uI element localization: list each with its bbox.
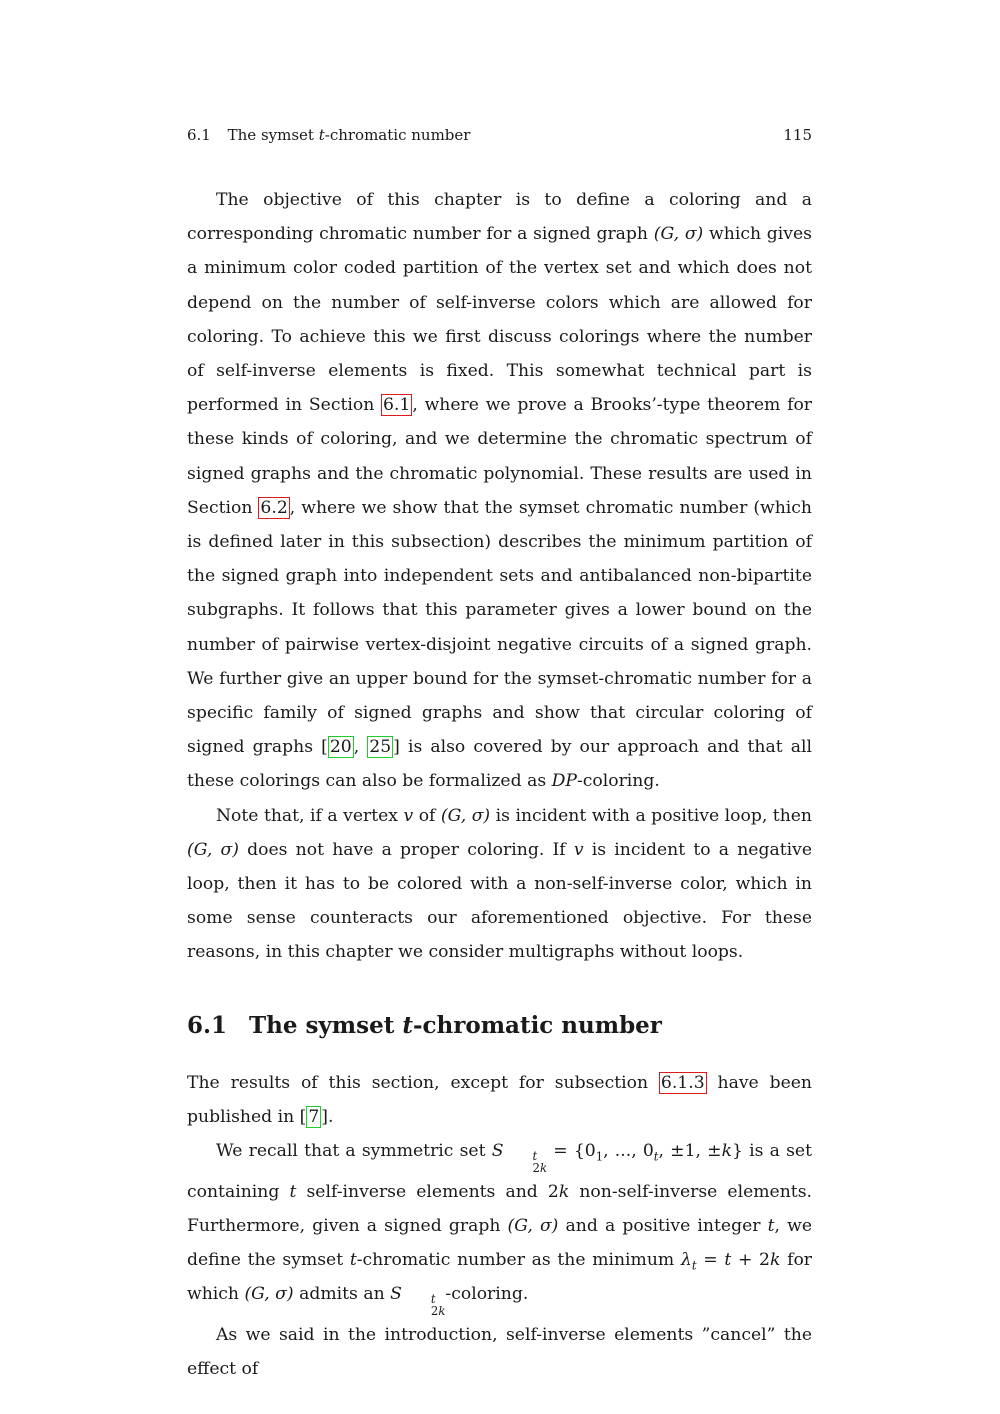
paragraph-symmetric-set: We recall that a symmetric set S t 2k = {$0_1$, ..., $0_t$, ±1, ±k} is a set containing t self-inverse elements and 2k non-self-inverse elements. Furthermore, given a signed graph (G, σ) and a positive integer t, we define the symset t-chromatic number as the minimum $\lambda_t = t + 2k$ for which (G, σ) admits an S t 2k -coloring. xyxy=(187,1141,813,1318)
page-body xyxy=(187,183,812,1386)
paragraph-intro: The objective of this chapter is to define a coloring and a corresponding chromatic number for a signed graph (G, σ) which gives a minimum color coded partition of the vertex set and which does not depend on the number of self-inverse colors which are allowed for coloring. To achieve this we first discuss colorings where the number of self-inverse elements is fixed. This somewhat technical part is performed in Section 6.1 , where we prove a Brooks’-type theorem for these kinds of coloring, and we determine the chromatic spectrum of signed graphs and the chromatic polynomial. These results are used in Section 6.2 , where we show that the symset chromatic number (which is defined later in this subsection) describes the minimum partition of the signed graph into independent sets and antibalanced non-bipartite subgraphs. It follows that this parameter gives a lower bound on the number of pairwise vertex-disjoint negative circuits of a signed graph. We further give an upper bound for the symset-chromatic number for a specific family of signed graphs and show that circular coloring of signed graphs [ 20 , 25 ] is also covered by our approach and that all these colorings can also be formalized as DP-coloring. xyxy=(187,190,813,792)
citation-20[interactable]: 20 xyxy=(329,737,352,758)
running-header xyxy=(187,126,812,144)
paragraph-loops: Note that, if a vertex v of (G, σ) is incident with a positive loop, then (G, σ) does not have a proper coloring. If v is incident to a negative loop, then it has to be colored with a non-self-inverse color, which in some sense counteracts our aforementioned objective. For these reasons, in this chapter we consider multigraphs without loops. xyxy=(187,805,813,963)
paragraph-publication: The results of this section, except for subsection 6.1.3 have been published in [ 7 ]. xyxy=(187,1072,812,1127)
citation-7[interactable]: 7 xyxy=(308,1106,320,1127)
running-header-title: 6.1 The symset t-chromatic number xyxy=(187,126,471,144)
link-section-6-1[interactable]: 6.1 xyxy=(383,395,411,416)
paragraph-cancel: As we said in the introduction, self-inverse elements ”cancel” the effect of xyxy=(187,1324,812,1379)
link-subsection-6-1-3[interactable]: 6.1.3 xyxy=(660,1072,705,1093)
header-section-number: 6.1 xyxy=(187,126,211,144)
citation-25[interactable]: 25 xyxy=(369,737,392,758)
page-number: 115 xyxy=(783,126,812,144)
section-heading-number: 6.1 xyxy=(187,1011,228,1039)
section-heading: 6.1 The symset t-chromatic number xyxy=(187,1008,812,1044)
link-section-6-2[interactable]: 6.2 xyxy=(260,497,288,518)
